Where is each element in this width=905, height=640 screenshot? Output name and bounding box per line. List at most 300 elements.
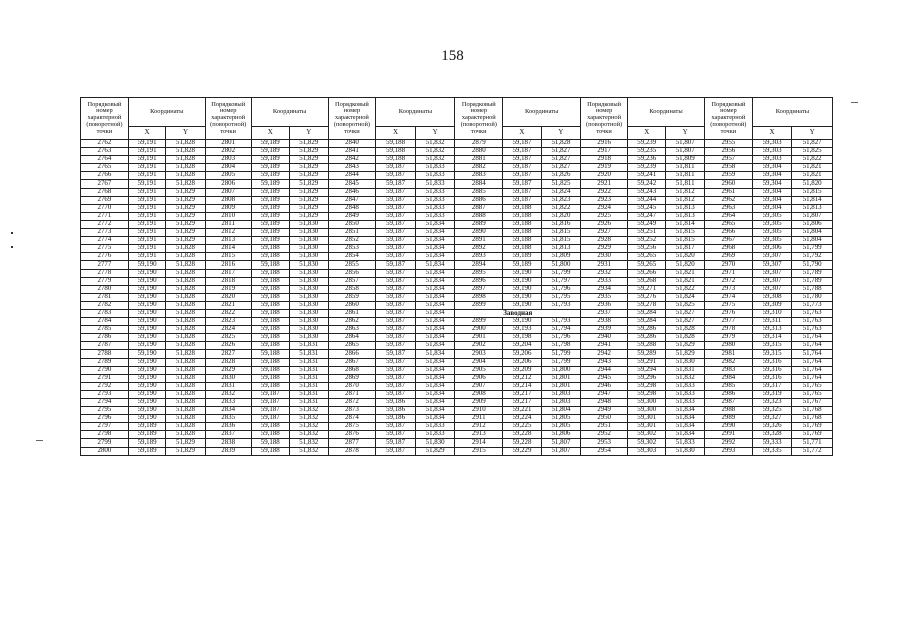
- x-cell: 59,187: [376, 382, 416, 390]
- y-cell: 51,822: [666, 285, 704, 293]
- y-cell: 51,834: [415, 285, 455, 293]
- y-cell: 51,829: [166, 229, 206, 237]
- x-cell: 59,190: [128, 390, 165, 398]
- x-cell: 59,303: [752, 156, 792, 164]
- x-cell: 59,188: [251, 261, 289, 269]
- y-cell: 51,834: [415, 374, 455, 382]
- point-number-cell: 2895: [455, 269, 503, 277]
- point-number-cell: 2985: [704, 382, 752, 390]
- point-number-cell: 2897: [455, 285, 503, 293]
- point-number-cell: 2898: [455, 293, 503, 301]
- y-cell: 51,829: [290, 188, 328, 196]
- point-number-cell: 2827: [205, 350, 251, 358]
- x-cell: 59,190: [128, 261, 165, 269]
- y-cell: 51,764: [792, 334, 833, 342]
- y-cell: 51,831: [290, 399, 328, 407]
- point-number-cell: 2831: [205, 382, 251, 390]
- y-cell: 51,829: [290, 204, 328, 212]
- x-cell: 59,188: [251, 285, 289, 293]
- table-row: [81, 237, 833, 245]
- table-row: [81, 140, 833, 148]
- x-cell: 59,186: [376, 415, 416, 423]
- y-cell: 51,799: [541, 358, 581, 366]
- x-cell: 59,188: [503, 245, 541, 253]
- y-cell: 51,804: [792, 229, 833, 237]
- point-number-cell: 2796: [81, 415, 129, 423]
- point-number-cell: 2948: [581, 399, 628, 407]
- y-cell: 51,827: [541, 148, 581, 156]
- y-cell: 51,834: [415, 293, 455, 301]
- point-number-cell: 2804: [205, 164, 251, 172]
- y-cell: 51,814: [666, 220, 704, 228]
- y-cell: 51,764: [792, 358, 833, 366]
- y-cell: 51,829: [166, 188, 206, 196]
- point-number-cell: 2906: [455, 374, 503, 382]
- point-number-cell: 2835: [205, 415, 251, 423]
- point-number-cell: 2769: [81, 196, 129, 204]
- point-number-cell: 2907: [455, 382, 503, 390]
- x-cell: 59,304: [752, 188, 792, 196]
- x-cell: 59,188: [251, 245, 289, 253]
- y-cell: 51,763: [792, 318, 833, 326]
- point-number-cell: 2892: [455, 245, 503, 253]
- point-number-cell: 2868: [328, 366, 376, 374]
- y-cell: 51,797: [541, 277, 581, 285]
- x-cell: 59,268: [628, 277, 666, 285]
- point-number-cell: 2930: [581, 253, 628, 261]
- y-cell: 51,793: [541, 318, 581, 326]
- x-cell: 59,301: [628, 423, 666, 431]
- x-cell: 59,190: [503, 269, 541, 277]
- x-cell: 59,188: [251, 423, 289, 431]
- x-cell: 59,221: [503, 407, 541, 415]
- y-cell: 51,833: [666, 439, 704, 447]
- x-cell: 59,187: [376, 350, 416, 358]
- x-cell: 59,276: [628, 293, 666, 301]
- point-number-cell: 2942: [581, 350, 628, 358]
- y-cell: 51,829: [290, 212, 328, 220]
- x-cell: 59,187: [251, 399, 289, 407]
- point-number-cell: 2879: [455, 140, 503, 148]
- point-number-cell: 2921: [581, 180, 628, 188]
- y-cell: 51,806: [792, 220, 833, 228]
- x-cell: 59,190: [128, 382, 165, 390]
- x-cell: 59,187: [503, 148, 541, 156]
- x-cell: 59,187: [503, 172, 541, 180]
- y-cell: 51,815: [541, 229, 581, 237]
- x-cell: 59,244: [628, 196, 666, 204]
- point-number-cell: 2812: [205, 229, 251, 237]
- x-cell: 59,289: [628, 350, 666, 358]
- y-cell: 51,767: [792, 399, 833, 407]
- y-cell: 51,828: [166, 415, 206, 423]
- y-cell: 51,833: [415, 204, 455, 212]
- x-cell: 59,305: [752, 229, 792, 237]
- table-row: [81, 423, 833, 431]
- y-cell: 51,828: [166, 407, 206, 415]
- x-cell: 59,191: [128, 196, 165, 204]
- x-cell: 59,187: [376, 309, 416, 317]
- point-number-cell: 2781: [81, 293, 129, 301]
- x-cell: 59,319: [752, 390, 792, 398]
- point-number-cell: 2820: [205, 293, 251, 301]
- point-number-cell: 2946: [581, 382, 628, 390]
- point-number-cell: 2883: [455, 172, 503, 180]
- point-number-cell: 2893: [455, 253, 503, 261]
- table-row: [81, 253, 833, 261]
- x-cell: 59,190: [128, 269, 165, 277]
- x-cell: 59,224: [503, 415, 541, 423]
- point-number-cell: 2826: [205, 342, 251, 350]
- point-number-cell: 2964: [704, 212, 752, 220]
- y-cell: 51,833: [666, 399, 704, 407]
- y-cell: 51,807: [666, 140, 704, 148]
- y-cell: 51,831: [290, 374, 328, 382]
- point-number-cell: 2899: [455, 301, 503, 309]
- point-number-cell: 2915: [455, 447, 503, 455]
- x-cell: 59,323: [752, 399, 792, 407]
- y-cell: 51,831: [290, 358, 328, 366]
- x-cell: 59,308: [752, 293, 792, 301]
- point-number-cell: 2968: [704, 245, 752, 253]
- y-cell: 51,832: [415, 156, 455, 164]
- y-cell: 51,829: [666, 342, 704, 350]
- point-number-cell: 2768: [81, 188, 129, 196]
- point-number-cell: 2843: [328, 164, 376, 172]
- x-cell: 59,190: [128, 374, 165, 382]
- margin-mark: [851, 102, 858, 103]
- y-cell: 51,828: [166, 334, 206, 342]
- point-number-cell: 2967: [704, 237, 752, 245]
- y-cell: 51,834: [666, 423, 704, 431]
- y-cell: 51,828: [166, 148, 206, 156]
- y-cell: 51,811: [666, 172, 704, 180]
- point-number-cell: 2821: [205, 301, 251, 309]
- y-cell: 51,828: [166, 277, 206, 285]
- x-cell: 59,307: [752, 261, 792, 269]
- x-cell: 59,187: [376, 269, 416, 277]
- y-cell: 51,824: [666, 293, 704, 301]
- point-number-cell: 2789: [81, 358, 129, 366]
- y-cell: 51,809: [541, 253, 581, 261]
- point-number-cell: 2945: [581, 374, 628, 382]
- point-number-cell: 2965: [704, 220, 752, 228]
- y-cell: 51,811: [666, 164, 704, 172]
- y-cell: 51,830: [666, 447, 704, 455]
- x-cell: 59,249: [628, 220, 666, 228]
- y-cell: 51,833: [415, 172, 455, 180]
- coordinates-header: Координаты: [503, 98, 581, 127]
- point-number-cell: 2957: [704, 156, 752, 164]
- point-number-cell: 2801: [205, 140, 251, 148]
- x-cell: 59,188: [251, 366, 289, 374]
- y-cell: 51,815: [666, 237, 704, 245]
- point-number-cell: 2825: [205, 334, 251, 342]
- x-cell: 59,198: [503, 334, 541, 342]
- y-cell: 51,780: [792, 293, 833, 301]
- x-cell: 59,305: [752, 220, 792, 228]
- point-number-cell: 2949: [581, 407, 628, 415]
- point-number-cell: 2840: [328, 140, 376, 148]
- point-number-cell: 2866: [328, 350, 376, 358]
- x-cell: 59,306: [752, 245, 792, 253]
- x-cell: 59,186: [376, 399, 416, 407]
- x-cell: 59,305: [752, 237, 792, 245]
- table-row: [81, 196, 833, 204]
- point-number-cell: 2988: [704, 407, 752, 415]
- point-number-header: Порядковый номер характерной (поворотной) точки: [455, 98, 503, 140]
- y-cell: 51,765: [792, 382, 833, 390]
- point-number-cell: 2863: [328, 326, 376, 334]
- point-number-cell: 2982: [704, 358, 752, 366]
- x-cell: 59,311: [752, 318, 792, 326]
- point-number-cell: 2857: [328, 277, 376, 285]
- point-number-cell: 2984: [704, 374, 752, 382]
- x-cell: 59,188: [251, 269, 289, 277]
- x-cell: 59,189: [251, 188, 289, 196]
- y-cell: 51,803: [541, 399, 581, 407]
- x-cell: 59,189: [251, 212, 289, 220]
- x-cell: 59,189: [251, 220, 289, 228]
- point-number-cell: 2932: [581, 269, 628, 277]
- y-cell: 51,830: [290, 261, 328, 269]
- point-number-cell: 2763: [81, 148, 129, 156]
- x-cell: 59,187: [376, 180, 416, 188]
- y-cell: 51,833: [415, 180, 455, 188]
- point-number-cell: 2925: [581, 212, 628, 220]
- y-cell: 51,829: [290, 196, 328, 204]
- section-label: Заводная: [455, 309, 581, 317]
- x-cell: 59,187: [376, 374, 416, 382]
- x-cell: 59,190: [128, 301, 165, 309]
- y-cell: 51,829: [290, 172, 328, 180]
- point-number-cell: 2833: [205, 399, 251, 407]
- point-number-cell: 2870: [328, 382, 376, 390]
- table-row: [81, 172, 833, 180]
- x-cell: 59,188: [503, 220, 541, 228]
- x-cell: 59,191: [128, 220, 165, 228]
- point-number-cell: 2828: [205, 358, 251, 366]
- y-cell: 51,833: [666, 390, 704, 398]
- x-cell: 59,309: [752, 301, 792, 309]
- margin-mark: [11, 232, 13, 234]
- x-cell: 59,187: [376, 261, 416, 269]
- x-cell: 59,288: [628, 342, 666, 350]
- coordinates-header: Координаты: [128, 98, 205, 127]
- y-cell: 51,798: [541, 342, 581, 350]
- y-cell: 51,815: [792, 188, 833, 196]
- y-cell: 51,805: [541, 423, 581, 431]
- point-number-cell: 2919: [581, 164, 628, 172]
- x-cell: 59,190: [128, 326, 165, 334]
- x-cell: 59,284: [628, 309, 666, 317]
- y-cell: 51,773: [792, 301, 833, 309]
- x-cell: 59,298: [628, 390, 666, 398]
- y-cell: 51,831: [290, 342, 328, 350]
- x-cell: 59,313: [752, 326, 792, 334]
- x-cell: 59,333: [752, 439, 792, 447]
- x-cell: 59,190: [128, 334, 165, 342]
- y-cell: 51,833: [666, 382, 704, 390]
- x-cell: 59,316: [752, 366, 792, 374]
- coordinates-table: [80, 97, 833, 456]
- x-cell: 59,187: [376, 301, 416, 309]
- point-number-cell: 2905: [455, 366, 503, 374]
- y-cell: 51,828: [166, 245, 206, 253]
- x-cell: 59,206: [503, 358, 541, 366]
- point-number-cell: 2913: [455, 431, 503, 439]
- x-cell: 59,315: [752, 342, 792, 350]
- point-number-cell: 2814: [205, 245, 251, 253]
- x-cell: 59,187: [376, 285, 416, 293]
- point-number-cell: 2884: [455, 180, 503, 188]
- y-cell: 51,830: [290, 253, 328, 261]
- point-number-cell: 2993: [704, 447, 752, 455]
- y-cell: 51,830: [290, 220, 328, 228]
- coordinates-header: Координаты: [752, 98, 832, 127]
- point-number-header: Порядковый номер характерной (поворотной) точки: [81, 98, 129, 140]
- table-row: [81, 148, 833, 156]
- point-number-cell: 2887: [455, 204, 503, 212]
- y-cell: 51,834: [415, 350, 455, 358]
- x-cell: 59,189: [251, 148, 289, 156]
- x-cell: 59,188: [251, 334, 289, 342]
- table-row: [81, 415, 833, 423]
- y-cell: 51,833: [415, 423, 455, 431]
- y-cell: 51,830: [290, 245, 328, 253]
- x-cell: 59,228: [503, 431, 541, 439]
- y-cell: 51,806: [541, 431, 581, 439]
- y-cell: 51,769: [792, 423, 833, 431]
- y-cell: 51,827: [541, 164, 581, 172]
- y-cell: 51,800: [541, 366, 581, 374]
- point-number-cell: 2865: [328, 342, 376, 350]
- point-number-cell: 2909: [455, 399, 503, 407]
- y-cell: 51,820: [541, 212, 581, 220]
- x-cell: 59,335: [752, 447, 792, 455]
- point-number-cell: 2859: [328, 293, 376, 301]
- point-number-cell: 2790: [81, 366, 129, 374]
- point-number-cell: 2805: [205, 172, 251, 180]
- y-header: Y: [792, 127, 833, 140]
- y-cell: 51,834: [415, 366, 455, 374]
- y-cell: 51,829: [666, 350, 704, 358]
- y-cell: 51,829: [415, 447, 455, 455]
- x-cell: 59,187: [376, 293, 416, 301]
- y-cell: 51,829: [166, 447, 206, 455]
- x-cell: 59,187: [376, 447, 416, 455]
- point-number-cell: 2951: [581, 423, 628, 431]
- y-cell: 51,832: [666, 374, 704, 382]
- point-number-cell: 2900: [455, 326, 503, 334]
- point-number-cell: 2976: [704, 309, 752, 317]
- table-row: [81, 374, 833, 382]
- y-cell: 51,821: [666, 277, 704, 285]
- y-cell: 51,823: [541, 196, 581, 204]
- y-cell: 51,834: [415, 253, 455, 261]
- y-cell: 51,809: [666, 156, 704, 164]
- x-cell: 59,229: [503, 447, 541, 455]
- point-number-cell: 2966: [704, 229, 752, 237]
- point-number-cell: 2920: [581, 172, 628, 180]
- point-number-cell: 2867: [328, 358, 376, 366]
- y-cell: 51,822: [792, 156, 833, 164]
- point-number-cell: 2970: [704, 261, 752, 269]
- y-cell: 51,804: [541, 407, 581, 415]
- x-cell: 59,187: [376, 220, 416, 228]
- point-number-cell: 2989: [704, 415, 752, 423]
- y-cell: 51,828: [166, 366, 206, 374]
- point-number-cell: 2979: [704, 334, 752, 342]
- x-cell: 59,189: [128, 423, 165, 431]
- x-cell: 59,186: [376, 407, 416, 415]
- y-cell: 51,804: [792, 237, 833, 245]
- point-number-cell: 2903: [455, 350, 503, 358]
- point-number-cell: 2795: [81, 407, 129, 415]
- y-cell: 51,834: [415, 301, 455, 309]
- table-row: [81, 399, 833, 407]
- x-cell: 59,188: [251, 253, 289, 261]
- y-cell: 51,831: [290, 366, 328, 374]
- x-cell: 59,209: [503, 366, 541, 374]
- x-cell: 59,265: [628, 253, 666, 261]
- y-cell: 51,834: [415, 237, 455, 245]
- x-cell: 59,305: [752, 212, 792, 220]
- y-cell: 51,830: [290, 334, 328, 342]
- point-number-cell: 2943: [581, 358, 628, 366]
- y-cell: 51,832: [415, 140, 455, 148]
- x-cell: 59,278: [628, 301, 666, 309]
- x-cell: 59,188: [503, 212, 541, 220]
- point-number-cell: 2813: [205, 237, 251, 245]
- point-number-header: Порядковый номер характерной (поворотной) точки: [581, 98, 628, 140]
- y-cell: 51,828: [166, 301, 206, 309]
- y-cell: 51,771: [792, 439, 833, 447]
- x-cell: 59,187: [251, 415, 289, 423]
- point-number-cell: 2918: [581, 156, 628, 164]
- x-cell: 59,188: [251, 358, 289, 366]
- point-number-cell: 2986: [704, 390, 752, 398]
- point-number-cell: 2924: [581, 204, 628, 212]
- x-cell: 59,189: [251, 196, 289, 204]
- point-number-cell: 2774: [81, 237, 129, 245]
- y-cell: 51,829: [290, 180, 328, 188]
- point-number-cell: 2983: [704, 366, 752, 374]
- point-number-header: Порядковый номер характерной (поворотной) точки: [205, 98, 251, 140]
- point-number-cell: 2947: [581, 390, 628, 398]
- x-cell: 59,187: [376, 334, 416, 342]
- point-number-cell: 2793: [81, 390, 129, 398]
- y-cell: 51,801: [541, 374, 581, 382]
- x-cell: 59,191: [128, 164, 165, 172]
- point-number-cell: 2841: [328, 148, 376, 156]
- point-number-cell: 2908: [455, 390, 503, 398]
- point-number-cell: 2917: [581, 148, 628, 156]
- x-cell: 59,190: [128, 358, 165, 366]
- x-cell: 59,190: [128, 366, 165, 374]
- point-number-cell: 2778: [81, 269, 129, 277]
- point-number-cell: 2861: [328, 309, 376, 317]
- y-cell: 51,817: [666, 245, 704, 253]
- table-row: [81, 439, 833, 447]
- point-number-cell: 2829: [205, 366, 251, 374]
- point-number-cell: 2776: [81, 253, 129, 261]
- y-cell: 51,822: [541, 204, 581, 212]
- y-cell: 51,828: [166, 164, 206, 172]
- x-cell: 59,187: [376, 342, 416, 350]
- y-cell: 51,828: [166, 140, 206, 148]
- table-row: [81, 212, 833, 220]
